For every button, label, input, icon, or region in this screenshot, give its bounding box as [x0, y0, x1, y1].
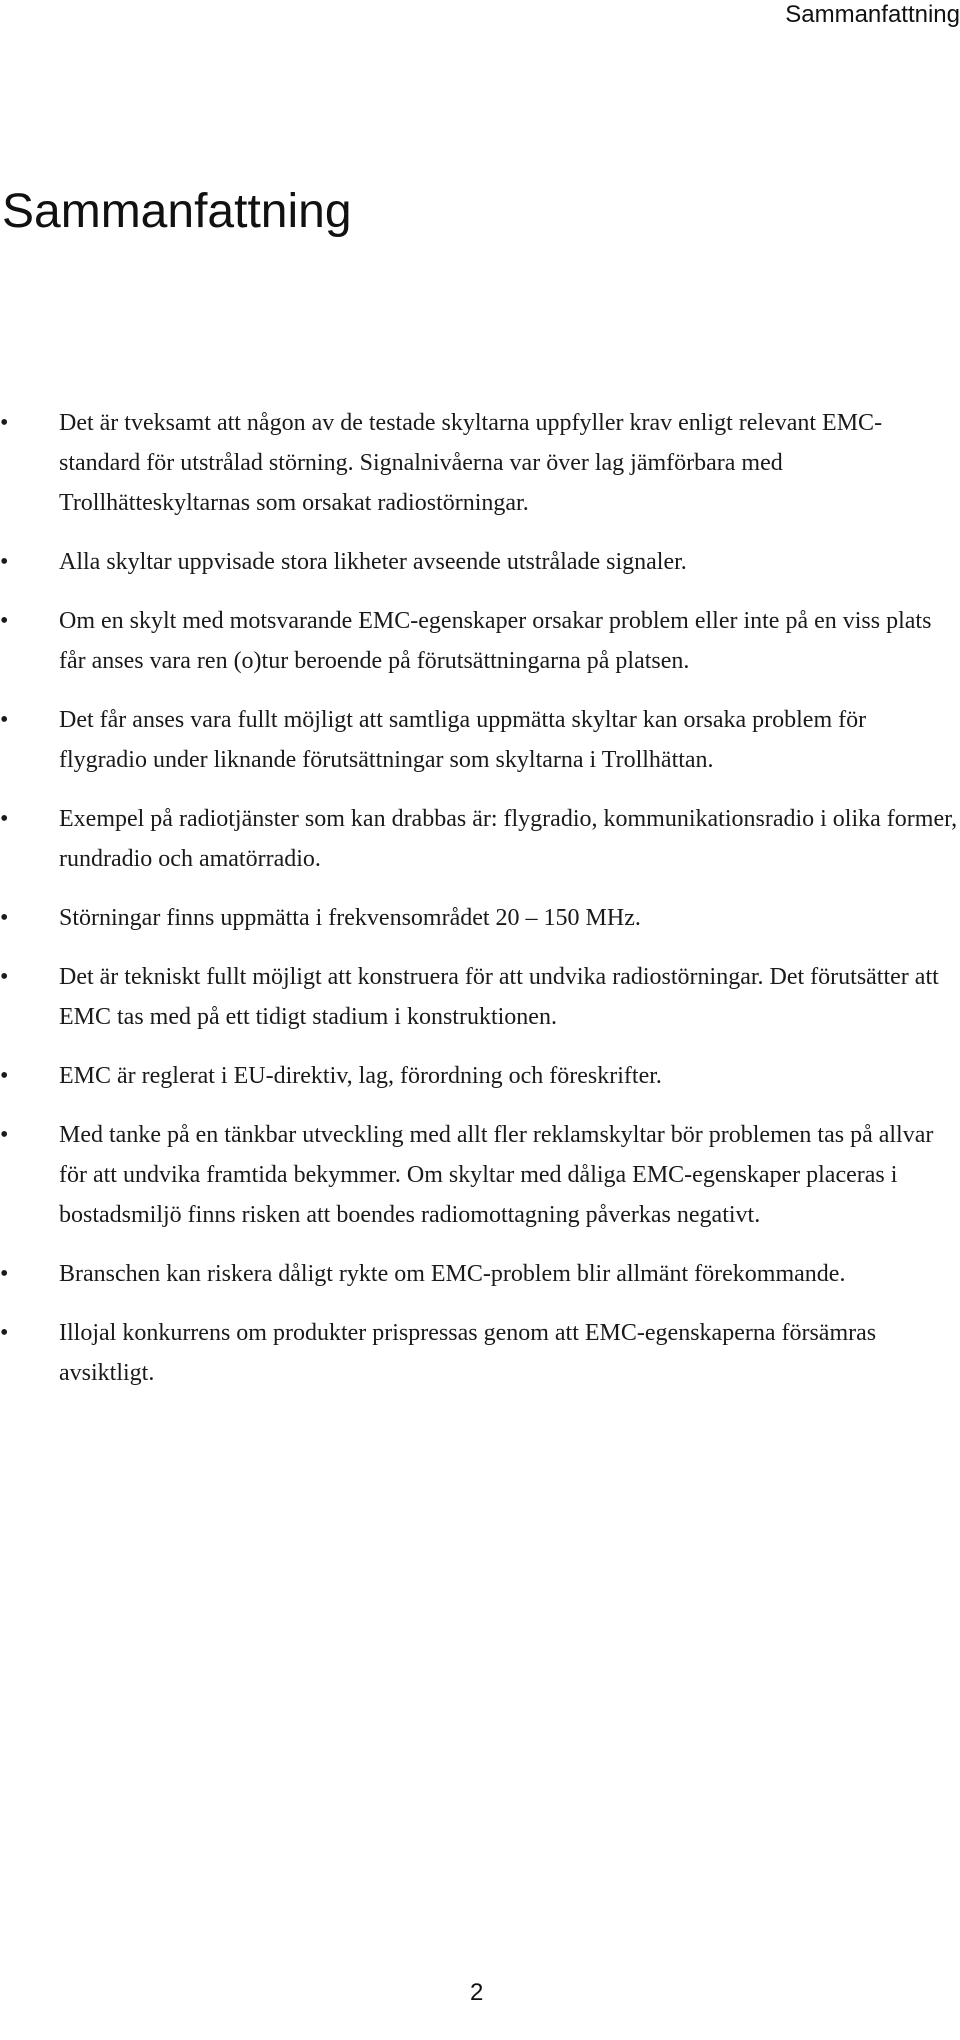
- list-item-text: Störningar finns uppmätta i frekvensområdet 20 – 150 MHz.: [59, 905, 641, 931]
- bullet-icon: •: [0, 905, 9, 931]
- list-item: [0, 1056, 960, 1096]
- list-item-text: Det får anses vara fullt möjligt att samtliga uppmätta skyltar kan orsaka problem för flygradio under liknande förutsättningar som skyltarna i Trollhättan.: [59, 707, 867, 773]
- page-number: 2: [470, 1979, 484, 2006]
- bullet-icon: •: [0, 1122, 9, 1148]
- bullet-icon: •: [0, 549, 9, 575]
- bullet-icon: •: [0, 410, 9, 436]
- bullet-icon: •: [0, 964, 9, 990]
- list-item: [0, 898, 960, 938]
- list-item: [0, 1313, 960, 1393]
- list-item: [0, 542, 960, 582]
- list-item-text: Med tanke på en tänkbar utveckling med allt fler reklamskyltar bör problemen tas på allvar för att undvika framtida bekymmer. Om skyltar med dåliga EMC-egenskaper placeras i bostadsmiljö finns risken att boendes radiomottagning påverkas negativt.: [59, 1122, 934, 1228]
- list-item-text: Det är tveksamt att någon av de testade skyltarna uppfyller krav enligt relevant EMC-standard för utstrålad störning. Signalnivåerna var över lag jämförbara med Trollhätteskyltarnas som orsakat radiostörningar.: [59, 410, 883, 516]
- bullet-icon: •: [0, 1063, 9, 1089]
- bullet-icon: •: [0, 707, 9, 733]
- list-item: [0, 799, 960, 879]
- list-item: [0, 957, 960, 1037]
- list-item-text: Branschen kan riskera dåligt rykte om EMC-problem blir allmänt förekommande.: [59, 1261, 846, 1287]
- list-item-text: Om en skylt med motsvarande EMC-egenskaper orsakar problem eller inte på en viss plats får anses vara ren (o)tur beroende på förutsättningarna på platsen.: [59, 608, 932, 674]
- summary-bullet-list: [0, 403, 960, 1412]
- bullet-icon: •: [0, 608, 9, 634]
- bullet-icon: •: [0, 806, 9, 832]
- list-item-text: Alla skyltar uppvisade stora likheter avseende utstrålade signaler.: [59, 549, 687, 575]
- page-title: Sammanfattning: [2, 185, 352, 238]
- list-item: [0, 601, 960, 681]
- list-item-text: Det är tekniskt fullt möjligt att konstruera för att undvika radiostörningar. Det förutsätter att EMC tas med på ett tidigt stadium i konstruktionen.: [59, 964, 939, 1030]
- bullet-icon: •: [0, 1320, 9, 1346]
- list-item: [0, 700, 960, 780]
- bullet-icon: •: [0, 1261, 9, 1287]
- list-item: [0, 1254, 960, 1294]
- running-header: Sammanfattning: [785, 1, 960, 28]
- list-item-text: Exempel på radiotjänster som kan drabbas är: flygradio, kommunikationsradio i olika former, rundradio och amatörradio.: [59, 806, 958, 872]
- list-item-text: EMC är reglerat i EU-direktiv, lag, förordning och föreskrifter.: [59, 1063, 662, 1089]
- list-item-text: Illojal konkurrens om produkter prispressas genom att EMC-egenskaperna försämras avsiktligt.: [59, 1320, 877, 1386]
- list-item: [0, 1115, 960, 1235]
- list-item: [0, 403, 960, 523]
